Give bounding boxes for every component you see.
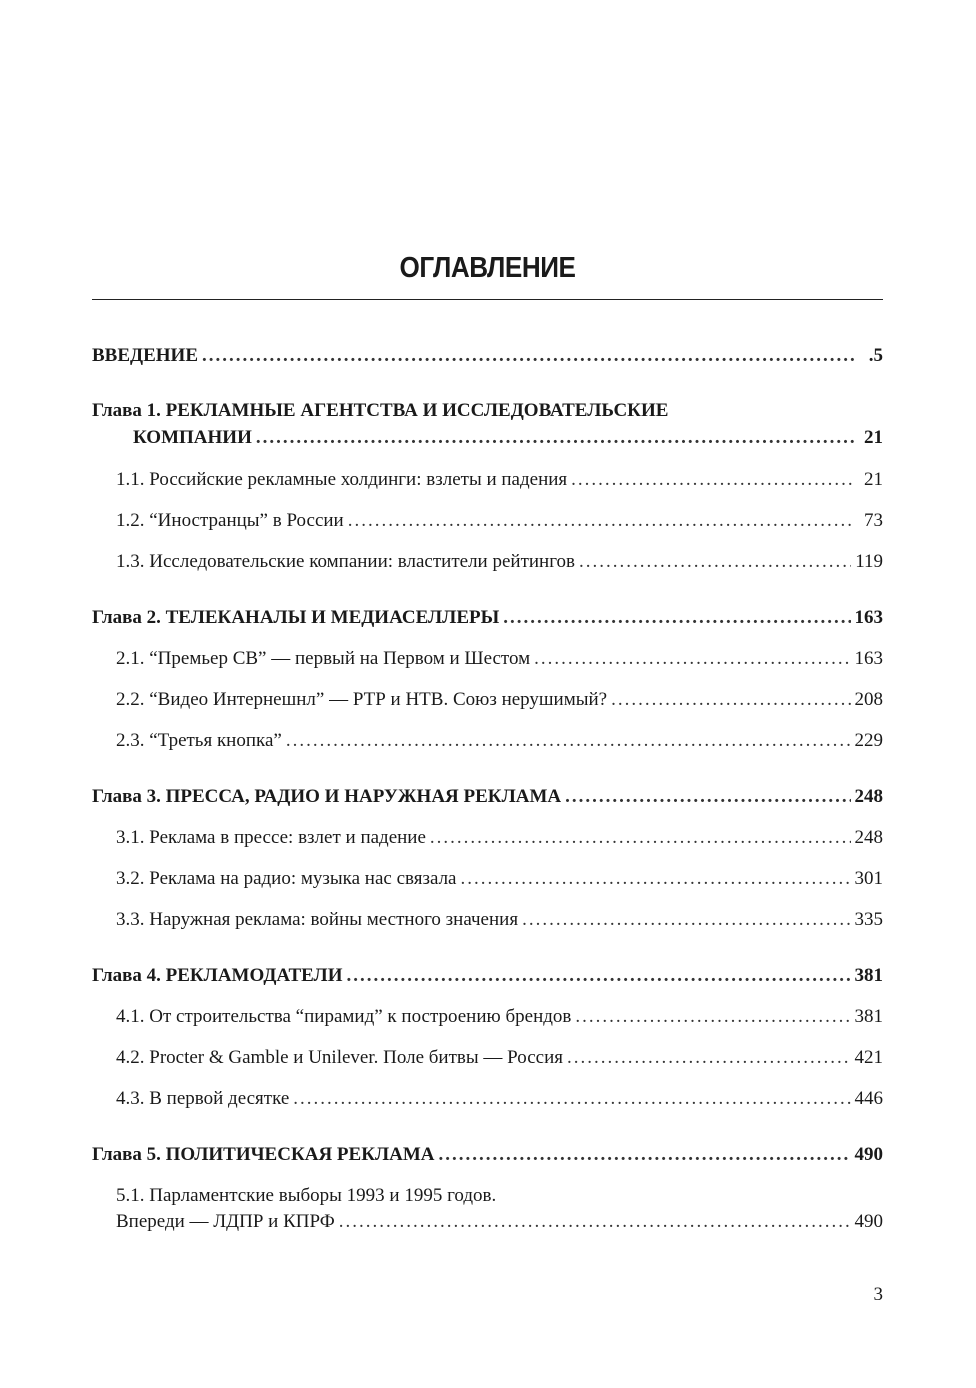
toc-section-3-1[interactable]: [116, 825, 883, 851]
toc-leader: [503, 605, 850, 631]
page-number: 3: [873, 1284, 883, 1305]
toc-page-number: 248: [854, 827, 883, 848]
toc-section-1-2[interactable]: [116, 508, 883, 534]
toc-chapter-5[interactable]: [92, 1142, 883, 1168]
toc-page-number: 163: [854, 648, 883, 669]
toc-section-1-1[interactable]: [116, 467, 883, 493]
toc-page-number: 119: [855, 551, 883, 572]
toc-leader: [293, 1086, 850, 1112]
toc-leader: [461, 866, 851, 892]
toc-leader: [579, 549, 851, 575]
page-title: ОГЛАВЛЕНИЕ: [399, 252, 576, 284]
toc-leader: [565, 784, 850, 810]
toc-page-number: 73: [864, 510, 883, 531]
toc-chapter-4[interactable]: [92, 963, 883, 989]
toc-leader: [430, 825, 851, 851]
toc-leader: [348, 508, 855, 534]
toc-entry-text: 5.1. Парламентские выборы 1993 и 1995 годов.: [116, 1185, 497, 1206]
toc-entry-text: 4.2. Procter & Gamble и Unilever. Поле битвы — Россия: [116, 1047, 563, 1068]
toc-leader: [256, 425, 855, 451]
toc-leader: [339, 1209, 851, 1235]
toc-entry-text: Глава 3. ПРЕССА, РАДИО И НАРУЖНАЯ РЕКЛАМА: [92, 786, 562, 807]
toc-page-number: 381: [854, 1006, 883, 1027]
toc-page-number: 208: [854, 689, 883, 710]
toc-page-number: 301: [854, 868, 883, 889]
toc-entry-text: 2.1. “Премьер СВ” — первый на Первом и Шестом: [116, 648, 531, 669]
toc-chapter-1[interactable]: [133, 425, 883, 451]
toc-entry-text: Глава 2. ТЕЛЕКАНАЛЫ И МЕДИАСЕЛЛЕРЫ: [92, 607, 500, 628]
toc-entry-text: КОМПАНИИ: [133, 427, 252, 448]
toc-section-4-3[interactable]: [116, 1086, 883, 1112]
toc-leader: [571, 467, 855, 493]
toc-page-number: 229: [854, 730, 883, 751]
toc-page-number: 335: [854, 909, 883, 930]
toc-section-2-1[interactable]: [116, 646, 883, 672]
toc-page-number: 381: [854, 965, 883, 986]
toc-entry-text: 1.3. Исследовательские компании: властители рейтингов: [116, 551, 575, 572]
toc-section-3-3[interactable]: [116, 907, 883, 933]
toc-section-5-1[interactable]: [116, 1209, 883, 1235]
toc-section-5-1-heading[interactable]: [116, 1183, 883, 1209]
toc-entry-text: 4.1. От строительства “пирамид” к построению брендов: [116, 1006, 572, 1027]
title-rule: [92, 299, 883, 300]
toc-chapter-3[interactable]: [92, 784, 883, 810]
toc-page-number: 490: [854, 1144, 883, 1165]
toc-page-number: .5: [868, 345, 883, 366]
toc-leader: [575, 1004, 850, 1030]
toc-section-4-2[interactable]: [116, 1045, 883, 1071]
toc-entry-intro[interactable]: [92, 343, 883, 369]
toc-chapter-2[interactable]: [92, 605, 883, 631]
toc-page-number: 21: [864, 427, 883, 448]
toc-entry-text: Глава 1. РЕКЛАМНЫЕ АГЕНТСТВА И ИССЛЕДОВАТЕЛЬСКИЕ: [92, 400, 669, 421]
toc-entry-text: 4.3. В первой десятке: [116, 1088, 290, 1109]
toc-entry-text: 3.1. Реклама в прессе: взлет и падение: [116, 827, 426, 848]
toc-leader: [567, 1045, 851, 1071]
toc-entry-text: 2.2. “Видео Интернешнл” — РТР и НТВ. Союз нерушимый?: [116, 689, 608, 710]
toc-entry-text: Глава 4. РЕКЛАМОДАТЕЛИ: [92, 965, 343, 986]
toc-leader: [439, 1142, 851, 1168]
toc-entry-text: ВВЕДЕНИЕ: [92, 345, 198, 366]
toc-section-1-3[interactable]: [116, 549, 883, 575]
toc-page-number: 421: [854, 1047, 883, 1068]
toc-entry-text: 2.3. “Третья кнопка”: [116, 730, 282, 751]
toc-entry-text: 3.3. Наружная реклама: войны местного значения: [116, 909, 519, 930]
toc-entry-text: 3.2. Реклама на радио: музыка нас связала: [116, 868, 457, 889]
toc-page-number: 21: [864, 469, 883, 490]
toc-leader: [522, 907, 850, 933]
toc-page-number: 248: [854, 786, 883, 807]
toc-entry-text: Глава 5. ПОЛИТИЧЕСКАЯ РЕКЛАМА: [92, 1144, 435, 1165]
toc-section-2-2[interactable]: [116, 687, 883, 713]
toc-chapter-1-heading[interactable]: [92, 398, 883, 424]
toc-leader: [534, 646, 850, 672]
toc-page-number: 163: [854, 607, 883, 628]
toc-page-number: 490: [854, 1211, 883, 1232]
toc-leader: [202, 343, 855, 369]
toc-section-2-3[interactable]: [116, 728, 883, 754]
toc-entry-text: Впереди — ЛДПР и КПРФ: [116, 1211, 335, 1232]
toc-leader: [286, 728, 851, 754]
toc-section-3-2[interactable]: [116, 866, 883, 892]
toc-page-number: 446: [854, 1088, 883, 1109]
toc-leader: [611, 687, 850, 713]
toc-entry-text: 1.1. Российские рекламные холдинги: взлеты и падения: [116, 469, 568, 490]
toc-section-4-1[interactable]: [116, 1004, 883, 1030]
toc-entry-text: 1.2. “Иностранцы” в России: [116, 510, 344, 531]
toc-leader: [346, 963, 850, 989]
